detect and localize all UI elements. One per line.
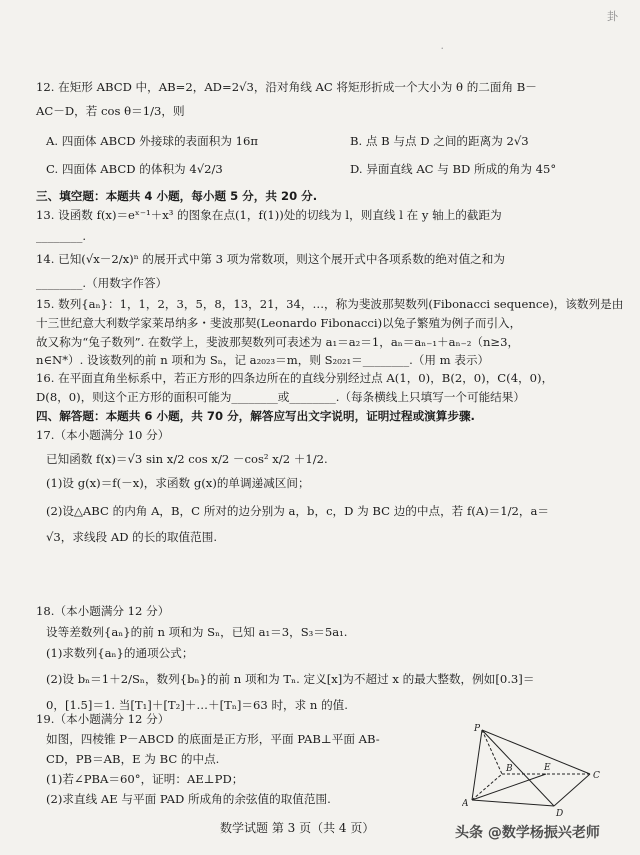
q14-line2: ________.（用数字作答） bbox=[36, 276, 168, 290]
edge-dc bbox=[554, 774, 590, 806]
q12-line2: AC－D，若 cos θ＝1/3，则 bbox=[36, 104, 185, 118]
pyramid-figure bbox=[462, 722, 612, 822]
q15-line1: 15. 数列{aₙ}：1，1，2，3，5，8，13，21，34，…，称为斐波那契数列(Fibonacci sequence)，该数列是由 bbox=[36, 297, 624, 311]
q17-line1: 已知函数 f(x)＝√3 sin x/2 cos x/2 －cos² x/2 ＋1/2. bbox=[46, 452, 328, 466]
edge-pc bbox=[482, 730, 590, 774]
q16-line1: 16. 在平面直角坐标系中，若正方形的四条边所在的直线分别经过点 A(1，0)，B(2，0)，C(4，0)， bbox=[36, 371, 554, 385]
edge-ae bbox=[472, 774, 546, 800]
label-p: P bbox=[474, 724, 481, 734]
q18-line4: 0，[1.5]＝1. 当[T₁]＋[T₂]＋…＋[Tₙ]＝63 时，求 n 的值. bbox=[46, 698, 348, 712]
q18-line3: (2)设 bₙ＝1＋2/Sₙ，数列{bₙ}的前 n 项和为 Tₙ. 定义[x]为不超过 x 的最大整数，例如[0.3]＝ bbox=[46, 672, 535, 686]
edge-ab bbox=[472, 774, 502, 800]
q15-line2: 十三世纪意大利数学家莱昂纳多・斐波那契(Leonardo Fibonacci)以兔子繁殖为例子而引入， bbox=[36, 316, 522, 330]
q19-line1: 如图，四棱锥 P－ABCD 的底面是正方形，平面 PAB⊥平面 AB- bbox=[46, 732, 380, 746]
q18-line1: 设等差数列{aₙ}的前 n 项和为 Sₙ，已知 a₁＝3，S₃＝5a₁. bbox=[46, 625, 348, 639]
watermark: 头条 @数学杨振兴老师 bbox=[455, 825, 600, 841]
q19-line4: (2)求直线 AE 与平面 PAD 所成角的余弦值的取值范围. bbox=[46, 792, 331, 806]
page-footer: 数学试题 第 3 页（共 4 页） bbox=[220, 821, 375, 835]
q15-line4: n∈N*）. 设该数列的前 n 项和为 Sₙ，记 a₂₀₂₃＝m，则 S₂₀₂₁＝________.（用 m 表示） bbox=[36, 353, 490, 367]
q18-line2: (1)求数列{aₙ}的通项公式； bbox=[46, 646, 194, 660]
label-a: A bbox=[462, 799, 469, 809]
q12-option-c: C. 四面体 ABCD 的体积为 4√2/3 bbox=[46, 162, 223, 176]
q19-line3: (1)若∠PBA＝60°，证明：AE⊥PD； bbox=[46, 772, 244, 786]
q19-line2: CD，PB＝AB，E 为 BC 的中点. bbox=[46, 752, 220, 766]
q12-option-b: B. 点 B 与点 D 之间的距离为 2√3 bbox=[350, 134, 529, 148]
q17-line3: (2)设△ABC 的内角 A，B，C 所对的边分别为 a，b，c，D 为 BC 边的中点，若 f(A)＝1/2，a＝ bbox=[46, 504, 550, 518]
q17-line4: √3，求线段 AD 的长的取值范围. bbox=[46, 530, 218, 544]
q17-head: 17.（本小题满分 10 分） bbox=[36, 428, 170, 442]
section-fill-in-title: 三、填空题：本题共 4 小题，每小题 5 分，共 20 分. bbox=[36, 189, 318, 203]
q12-option-d: D. 异面直线 AC 与 BD 所成的角为 45° bbox=[350, 162, 557, 176]
q17-line2: (1)设 g(x)＝f(－x)，求函数 g(x)的单调递减区间； bbox=[46, 476, 310, 490]
edge-ad bbox=[472, 800, 554, 806]
dot-mark: · bbox=[440, 42, 444, 55]
label-d: D bbox=[556, 809, 564, 819]
q16-line2: D(8，0)，则这个正方形的面积可能为________或________.（每条横线上只填写一个可能结果） bbox=[36, 390, 525, 404]
corner-mark: 卦 bbox=[607, 10, 618, 23]
label-c: C bbox=[593, 771, 600, 781]
q15-line3: 故又称为“兔子数列”. 在数学上，斐波那契数列可表述为 a₁＝a₂＝1，aₙ＝aₙ₋₁＋aₙ₋₂（n≥3， bbox=[36, 335, 520, 349]
edge-pa bbox=[472, 730, 482, 800]
label-b: B bbox=[506, 764, 513, 774]
q19-head: 19.（本小题满分 12 分） bbox=[36, 712, 170, 726]
q18-head: 18.（本小题满分 12 分） bbox=[36, 604, 170, 618]
label-e: E bbox=[544, 763, 551, 773]
q13-line1: 13. 设函数 f(x)＝eˣ⁻¹＋x³ 的图象在点(1，f(1))处的切线为 l，则直线 l 在 y 轴上的截距为 bbox=[36, 208, 502, 222]
q12-line1: 12. 在矩形 ABCD 中，AB=2，AD=2√3，沿对角线 AC 将矩形折成一个大小为 θ 的二面角 B－ bbox=[36, 80, 537, 94]
q13-line2: ________. bbox=[36, 229, 87, 243]
q12-option-a: A. 四面体 ABCD 外接球的表面积为 16π bbox=[46, 134, 258, 148]
q14-line1: 14. 已知(√x－2/x)ⁿ 的展开式中第 3 项为常数项，则这个展开式中各项系数的绝对值之和为 bbox=[36, 252, 505, 266]
section-answer-title: 四、解答题：本题共 6 小题，共 70 分，解答应写出文字说明，证明过程或演算步骤. bbox=[36, 409, 475, 423]
